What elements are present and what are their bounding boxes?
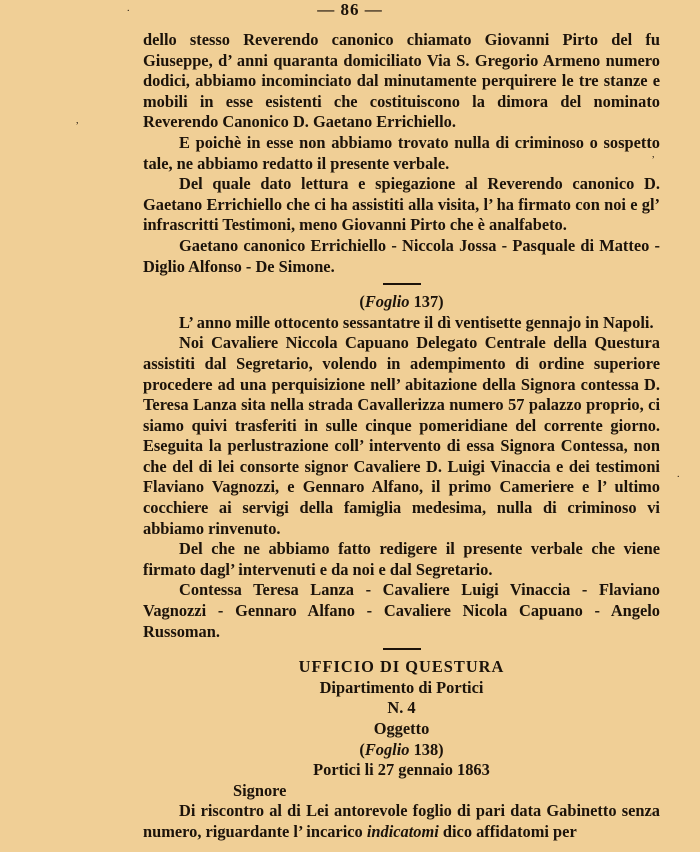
folio-heading [143, 740, 660, 761]
print-speck: , [76, 115, 79, 126]
document-number: N. 4 [387, 698, 416, 718]
paragraph: Del quale dato lettura e spiegazione al Reverendo canonico D. Gaetano Errichiello che ci ha assistiti alla visita, l’ ha firmato con noi e gl’ infrascritti Testimoni, meno Giovanni Pirto che è analfabeto. [143, 174, 660, 235]
signatures-line: Gaetano canonico Errichiello - Niccola Jossa - Pasquale di Matteo - Diglio Alfonso - De Simone. [143, 235, 660, 276]
section-rule [383, 648, 421, 650]
print-speck: , [652, 149, 655, 160]
folio-open-paren: ( [359, 292, 365, 312]
paragraph-text: Di riscontro al di Lei antorevole foglio di pari data Gabinetto senza numero, riguardante l’ incarico [143, 801, 660, 841]
signatures-line: Contessa Teresa Lanza - Cavaliere Luigi Vinaccia - Flaviano Vagnozzi - Gennaro Alfano - Cavaliere Nicola Capuano - Angelo Russoman. [143, 580, 660, 641]
paragraph: E poichè in esse non abbiamo trovato nulla di criminoso o sospetto tale, ne abbiamo redatto il presente verbale. [143, 132, 660, 173]
folio-word: Foglio [364, 292, 410, 312]
print-speck: . [127, 3, 130, 14]
folio-heading [143, 292, 660, 313]
department-heading: Dipartimento di Portici [319, 677, 484, 697]
paragraph: Noi Cavaliere Niccola Capuano Delegato Centrale della Questura assistiti dal Segretario, volendo in adempimento di ordine superiore procedere ad una perquisizione nell’ abitazione della Signora contessa D. Teresa Lanza sita nella strada Cavallerizza numero 57 palazzo proprio, ci siamo quivi trasferiti in sulle cinque pomeridiane del corrente giorno. Eseguita la perlustrazione coll’ intervento di essa Signora Contessa, non che del di lei consorte signor Cavaliere D. Luigi Vinaccia e dei testimoni Flaviano Vagnozzi, e Gennaro Alfano, il primo Cameriere e l’ ultimo cocchiere ai servigi della famiglia medesima, nulla di criminoso vi abbiamo rinvenuto. [143, 333, 660, 538]
folio-open-paren: ( [359, 739, 365, 759]
paragraph: L’ anno mille ottocento sessantatre il dì ventisette gennajo in Napoli. [179, 312, 654, 332]
print-speck: . [677, 469, 680, 480]
dateline: Portici li 27 gennaio 1863 [313, 760, 490, 780]
paragraph: dello stesso Reverendo canonico chiamato Giovanni Pirto del fu Giuseppe, d’ anni quaranta domiciliato Via S. Gregorio Armeno numero dodici, abbiamo incominciato dal minutamente perquirere le tre stanze e mobili in esse esistenti che costituiscono la dimora del nominato Reverendo Canonico D. Gaetano Errichiello. [143, 30, 660, 132]
folio-number: 137) [409, 292, 444, 312]
paragraph-italic-text: indicatomi [366, 821, 439, 841]
section-rule [383, 283, 421, 285]
salutation: Signore [233, 780, 287, 800]
office-heading: UFFICIO DI QUESTURA [298, 657, 505, 677]
folio-word: Foglio [364, 739, 410, 759]
folio-number: 138) [409, 739, 444, 759]
page-number: — 86 — [317, 0, 383, 19]
paragraph [143, 801, 660, 842]
subject-heading: Oggetto [373, 719, 430, 738]
paragraph-text: dico affidatomi per [438, 821, 577, 841]
paragraph: Del che ne abbiamo fatto redigere il presente verbale che viene firmato dagl’ intervenuti e da noi e dal Segretario. [143, 539, 660, 579]
text-column [143, 30, 660, 843]
